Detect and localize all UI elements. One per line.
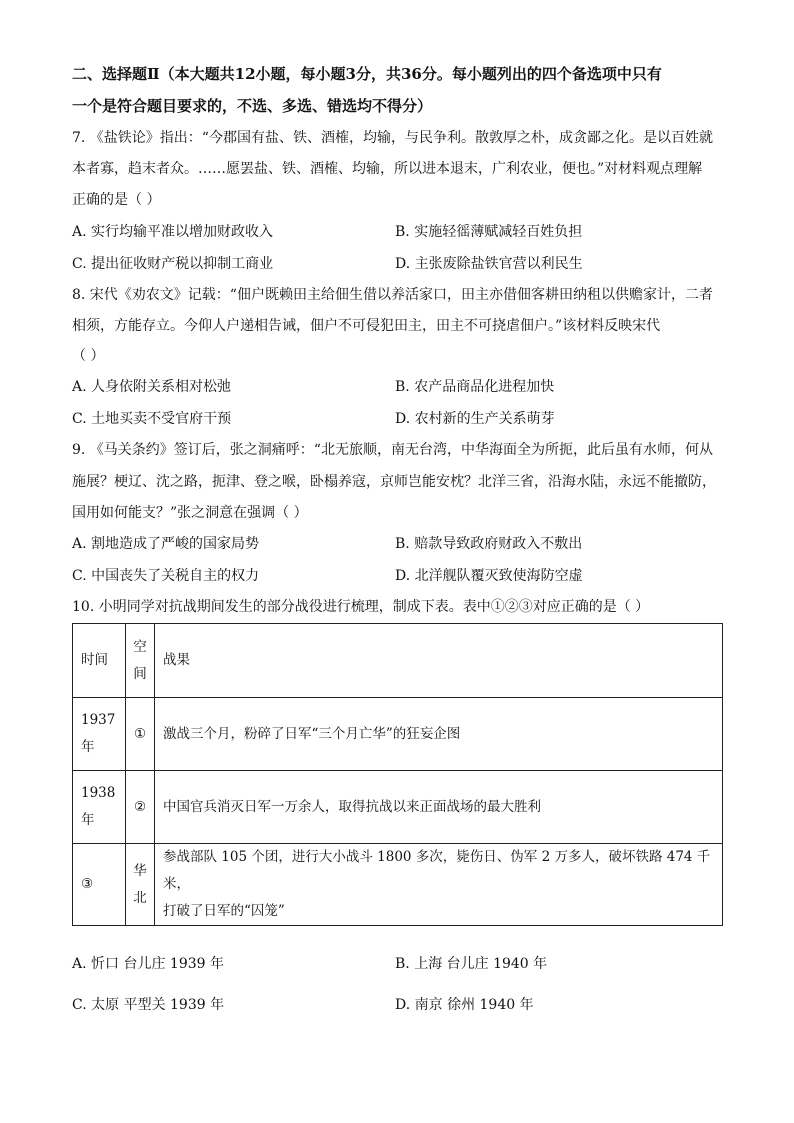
q10-option-b: B. 上海 台儿庄 1940 年 (395, 956, 548, 972)
table-header-row (73, 624, 723, 698)
header-result: 战果 (155, 624, 723, 698)
q8-option-a: A. 人身依附关系相对松弛 (72, 379, 232, 395)
q7-stem-line-1: 7. 《盐铁论》指出：“今郡国有盐、铁、酒榷，均输，与民争利。散敦厚之朴，成贪鄙之化。是以百姓就 (72, 130, 713, 146)
row1-result: 激战三个月，粉碎了日军“三个月亡华”的狂妄企图 (155, 698, 723, 771)
q9-option-c: C. 中国丧失了关税自主的权力 (72, 568, 260, 584)
row2-space: ② (126, 771, 155, 844)
row3-space-char-1: 华 (133, 862, 147, 879)
row3-space (126, 844, 155, 926)
row2-year: 1938 (81, 785, 116, 801)
q9-stem-line-2: 施展？梗辽、沈之路，扼津、登之喉，卧榻养寇，京师岂能安枕？北洋三省，沿海水陆，永远不能撤防， (72, 474, 716, 490)
table-row (73, 771, 723, 844)
section-heading-line-1: 二、选择题Ⅱ（本大题共12小题，每小题3分，共36分。每小题列出的四个备选项中只有 (72, 65, 662, 83)
row3-space-char-2: 北 (133, 889, 147, 906)
q8-stem-line-1: 8. 宋代《劝农文》记载：“佃户既赖田主给佃生借以养活家口，田主亦借佃客耕田纳租以供赡家计，二者 (72, 287, 713, 303)
row3-time: ③ (73, 844, 126, 926)
q10-option-a: A. 忻口 台儿庄 1939 年 (72, 956, 224, 972)
row1-year: 1937 (81, 712, 116, 728)
q9-option-a: A. 割地造成了严峻的国家局势 (72, 536, 260, 552)
q8-option-d: D. 农村新的生产关系萌芽 (395, 411, 555, 427)
battles-table (72, 623, 723, 926)
q7-stem-line-2: 本者寡，趋末者众。……愿罢盐、铁、酒榷、均输，所以进本退末，广利农业，便也。”对材料观点理解 (72, 161, 703, 177)
row2-time (73, 771, 126, 844)
row1-time (73, 698, 126, 771)
table-row (73, 698, 723, 771)
q9-stem-line-3: 国用如何能支？”张之洞意在强调（ ） (72, 505, 308, 521)
q10-option-c: C. 太原 平型关 1939 年 (72, 997, 225, 1013)
header-space-char-2: 间 (133, 665, 147, 682)
row1-year-unit: 年 (81, 739, 95, 755)
table-row (73, 844, 723, 926)
header-time: 时间 (73, 624, 126, 698)
q8-option-c: C. 土地买卖不受官府干预 (72, 411, 232, 427)
q7-option-d: D. 主张废除盐铁官营以利民生 (395, 256, 583, 272)
row2-result: 中国官兵消灭日军一万余人，取得抗战以来正面战场的最大胜利 (155, 771, 723, 844)
header-space (126, 624, 155, 698)
q7-option-b: B. 实施轻徭薄赋减轻百姓负担 (395, 224, 583, 240)
row3-result (155, 844, 723, 926)
row2-year-unit: 年 (81, 812, 95, 828)
row3-result-line-1: 参战部队 105 个团，进行大小战斗 1800 多次，毙伤日、伪军 2 万多人，破坏铁路 474 千米， (163, 849, 711, 892)
q7-option-c: C. 提出征收财产税以抑制工商业 (72, 256, 274, 272)
q8-stem-line-2: 相须，方能存立。今仰人户递相告诫，佃户不可侵犯田主，田主不可挠虐佃户。”该材料反映宋代 (72, 318, 661, 334)
q8-stem-line-3: （ ） (72, 348, 105, 364)
q7-option-a: A. 实行均输平准以增加财政收入 (72, 224, 274, 240)
header-space-char-1: 空 (133, 638, 147, 655)
q9-option-d: D. 北洋舰队覆灭致使海防空虚 (395, 568, 583, 584)
q9-option-b: B. 赔款导致政府财政入不敷出 (395, 536, 583, 552)
q7-stem-line-3: 正确的是（ ） (72, 192, 161, 208)
q9-stem-line-1: 9. 《马关条约》签订后，张之洞痛呼：“北无旅顺，南无台湾，中华海面全为所扼，此后虽有水师，何从 (72, 442, 713, 458)
q10-stem: 10. 小明同学对抗战期间发生的部分战役进行梳理，制成下表。表中①②③对应正确的是（ ） (72, 599, 650, 615)
row3-result-line-2: 打破了日军的“囚笼” (163, 903, 285, 919)
q10-option-d: D. 南京 徐州 1940 年 (395, 997, 534, 1013)
q8-option-b: B. 农产品商品化进程加快 (395, 379, 555, 395)
row1-space: ① (126, 698, 155, 771)
section-heading-line-2: 一个是符合题目要求的，不选、多选、错选均不得分） (72, 97, 433, 115)
